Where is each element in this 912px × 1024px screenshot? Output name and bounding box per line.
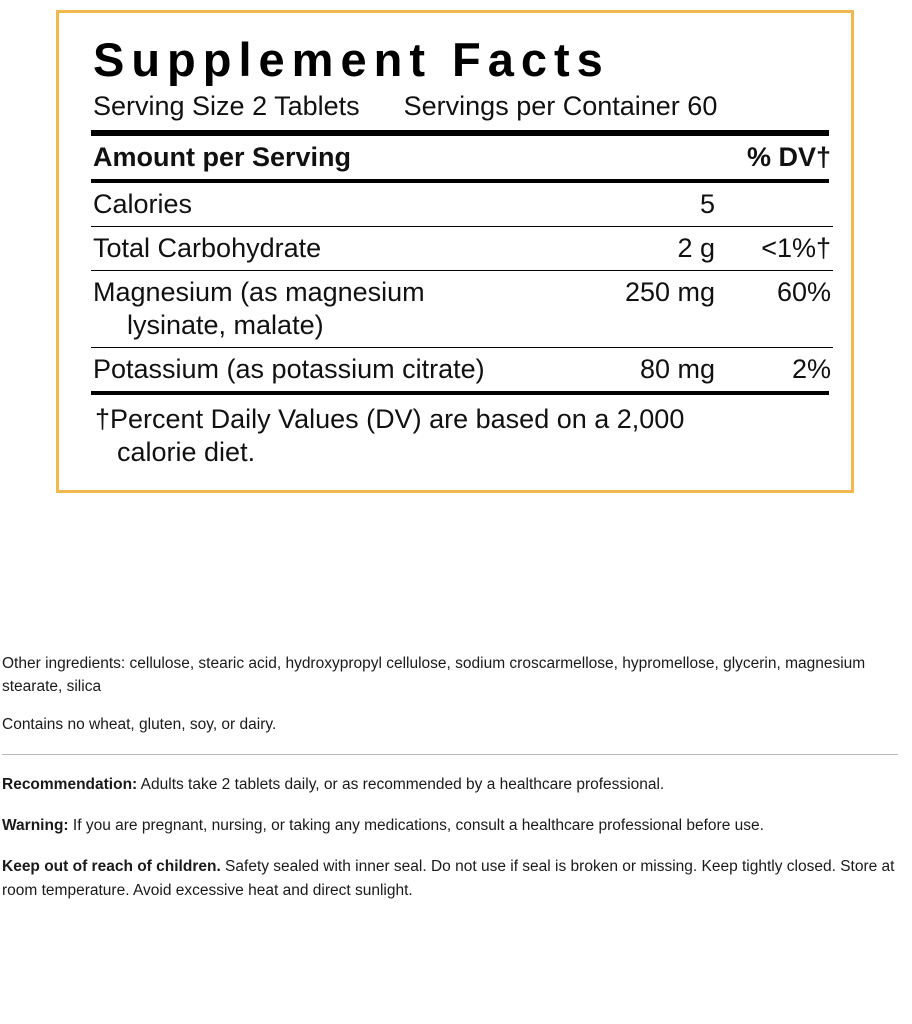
label-body-text	[0, 652, 912, 920]
table-row	[91, 226, 833, 270]
table-row	[91, 183, 833, 226]
supplement-facts-panel	[56, 10, 854, 493]
nutrient-name-magnesium	[91, 270, 585, 347]
section-divider	[2, 754, 898, 755]
other-ingredients-text: Other ingredients: cellulose, stearic acid, hydroxypropyl cellulose, sodium croscarmellose, hypromellose, glycerin, magnesium stearate, silica	[2, 655, 866, 696]
nutrient-amount: 250 mg	[585, 270, 719, 347]
table-row	[91, 270, 833, 347]
nutrient-amount: 80 mg	[639, 353, 715, 384]
nutrient-name-line2: lysinate, malate)	[127, 309, 324, 340]
warning-label: Warning:	[2, 817, 69, 834]
rule-above-footnote	[91, 391, 829, 395]
keep-out-of-reach-paragraph	[2, 855, 898, 902]
servings-per-container: Servings per Container 60	[403, 91, 718, 122]
serving-info-line	[93, 90, 829, 124]
nutrient-name: Calories	[91, 183, 585, 226]
nutrient-dv: 2%	[791, 353, 831, 384]
nutrient-dv: 60%	[719, 270, 833, 347]
supplement-facts-table	[91, 136, 833, 179]
warning-paragraph	[2, 814, 898, 837]
daily-value-footnote	[93, 403, 829, 471]
amount-header-spacer	[585, 136, 719, 179]
serving-size: Serving Size 2 Tablets	[93, 91, 360, 122]
recommendation-text: Adults take 2 tablets daily, or as recommended by a healthcare professional.	[137, 775, 665, 793]
nutrient-dv	[719, 183, 833, 226]
recommendation-paragraph	[2, 773, 898, 796]
table-row	[91, 347, 833, 390]
amount-per-serving-header: Amount per Serving	[93, 142, 352, 173]
footnote-line1: †Percent Daily Values (DV) are based on a 2,000	[95, 403, 685, 434]
keep-out-label: Keep out of reach of children.	[2, 858, 221, 876]
supplement-facts-title: Supplement Facts	[93, 33, 610, 86]
nutrient-dv: <1%†	[719, 226, 833, 270]
nutrient-name-line1: Magnesium (as magnesium	[93, 276, 425, 307]
table-header-row	[91, 136, 833, 179]
warning-text: If you are pregnant, nursing, or taking any medications, consult a healthcare professional before use.	[68, 817, 764, 834]
nutrient-name: Total Carbohydrate	[91, 226, 585, 270]
nutrient-amount: 2 g	[585, 226, 719, 270]
nutrient-amount: 5	[585, 183, 719, 226]
footnote-line2: calorie diet.	[117, 437, 256, 468]
nutrient-name: Potassium (as potassium citrate)	[93, 353, 485, 384]
keep-out-text: Safety sealed with inner seal. Do not use if seal is broken or missing. Keep tightly closed. Store at room temperature. Avoid excessive heat and direct sunlight.	[2, 858, 895, 899]
percent-dv-header: % DV†	[746, 142, 831, 173]
nutrient-rows-table	[91, 183, 833, 391]
allergen-statement: Contains no wheat, gluten, soy, or dairy.	[2, 715, 277, 733]
recommendation-label: Recommendation:	[2, 775, 138, 793]
